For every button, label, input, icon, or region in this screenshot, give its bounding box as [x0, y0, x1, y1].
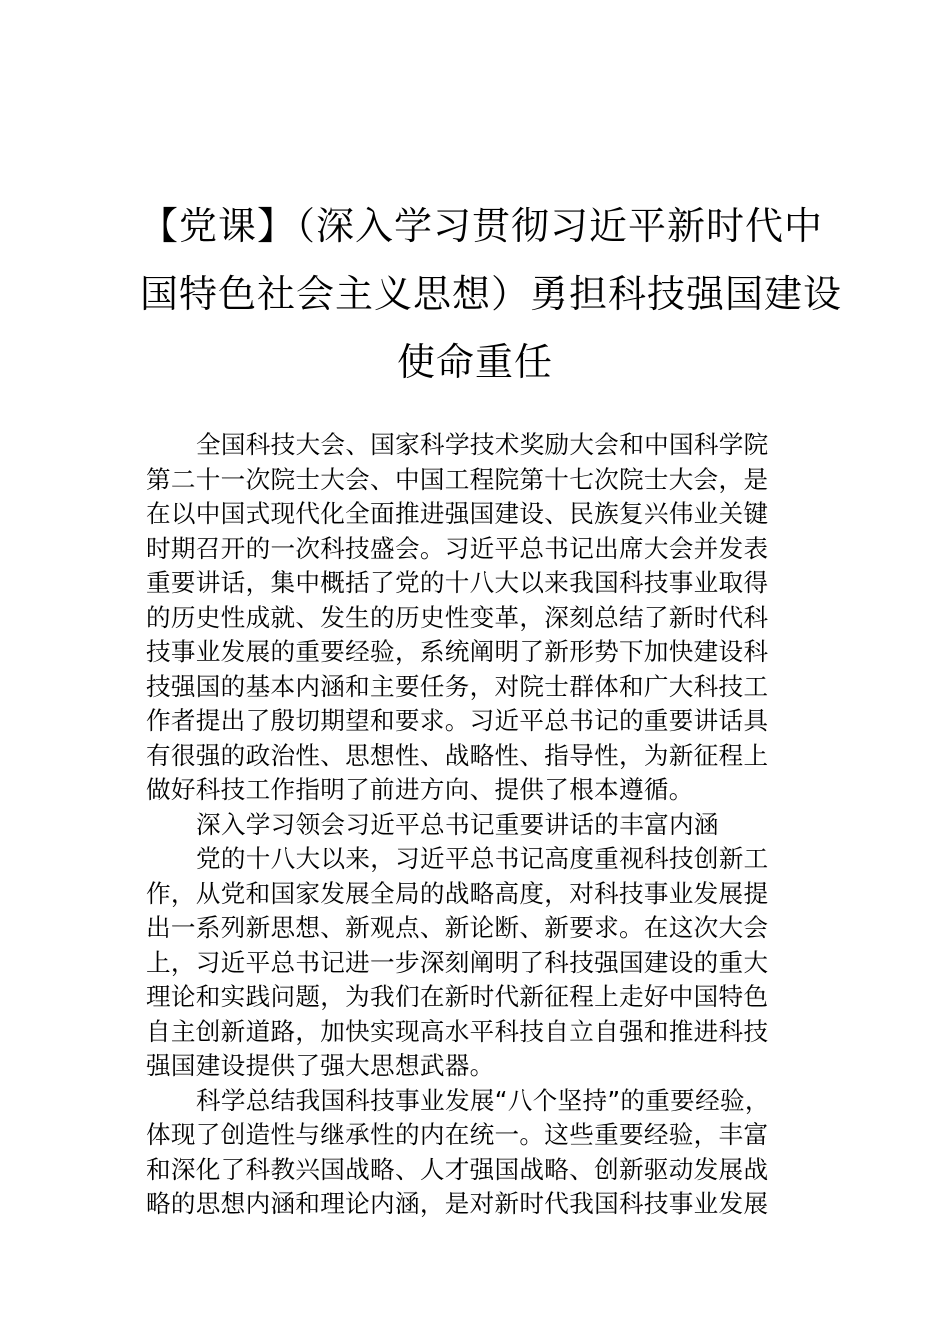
paragraph-3-line: 科学总结我国科技事业发展“八个坚持”的重要经验， — [196, 1085, 770, 1115]
paragraph-1-line: 技事业发展的重要经验，系统阐明了新形势下加快建设科 — [146, 637, 769, 666]
paragraph-1-line: 时期召开的一次科技盛会。习近平总书记出席大会并发表 — [146, 533, 769, 563]
paragraph-1-line: 重要讲话，集中概括了党的十八大以来我国科技事业取得 — [146, 568, 769, 597]
paragraph-2-line: 党的十八大以来，习近平总书记高度重视科技创新工 — [196, 844, 769, 873]
title-line-2: 国特色社会主义思想）勇担科技强国建设 — [140, 272, 843, 316]
paragraph-1-line: 作者提出了殷切期望和要求。习近平总书记的重要讲话具 — [146, 706, 769, 735]
paragraph-1-line: 做好科技工作指明了前进方向、提供了根本遵循。 — [146, 775, 694, 804]
paragraph-2-line: 强国建设提供了强大思想武器。 — [146, 1051, 495, 1080]
paragraph-2-line: 作，从党和国家发展全局的战略高度，对科技事业发展提 — [146, 878, 769, 908]
document-title — [140, 192, 843, 396]
paragraph-2-line: 上，习近平总书记进一步深刻阐明了科技强国建设的重大 — [146, 947, 769, 977]
paragraph-1-line: 第二十一次院士大会、中国工程院第十七次院士大会，是 — [146, 464, 769, 494]
title-line-1: 【党课】（深入学习贯彻习近平新时代中 — [140, 204, 824, 248]
paragraph-1-line: 有很强的政治性、思想性、战略性、指导性，为新征程上 — [146, 740, 769, 770]
paragraph-3-line: 略的思想内涵和理论内涵，是对新时代我国科技事业发展 — [146, 1189, 769, 1218]
paragraph-1-line: 全国科技大会、国家科学技术奖励大会和中国科学院 — [196, 430, 769, 459]
paragraph-2-line: 自主创新道路，加快实现高水平科技自立自强和推进科技 — [146, 1016, 769, 1046]
paragraph-2-line: 出一系列新思想、新观点、新论断、新要求。在这次大会 — [146, 913, 769, 942]
paragraph-2-line: 理论和实践问题，为我们在新时代新征程上走好中国特色 — [146, 982, 769, 1011]
title-line-3: 使命重任 — [396, 340, 553, 384]
paragraph-1-line: 的历史性成就、发生的历史性变革，深刻总结了新时代科 — [146, 602, 769, 632]
section-heading: 深入学习领会习近平总书记重要讲话的丰富内涵 — [196, 809, 719, 839]
paragraph-1-line: 在以中国式现代化全面推进强国建设、民族复兴伟业关键 — [146, 499, 769, 528]
paragraph-3-line: 体现了创造性与继承性的内在统一。这些重要经验，丰富 — [146, 1120, 769, 1149]
paragraph-1-line: 技强国的基本内涵和主要任务，对院士群体和广大科技工 — [146, 671, 769, 701]
paragraph-3-line: 和深化了科教兴国战略、人才强国战略、创新驱动发展战 — [146, 1154, 769, 1184]
document-body — [146, 428, 846, 1222]
